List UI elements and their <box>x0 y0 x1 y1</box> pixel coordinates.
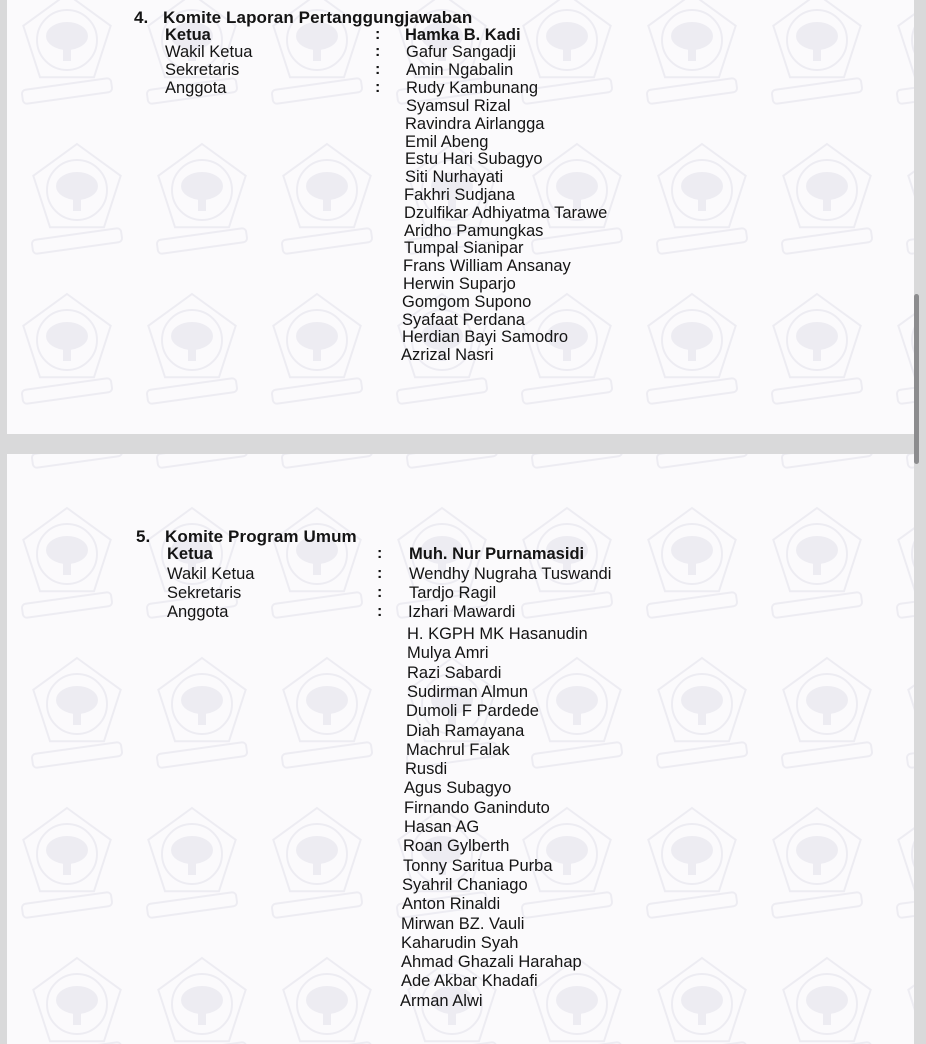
watermark-emblem <box>896 808 914 918</box>
role-label: Ketua <box>167 545 213 563</box>
watermark-emblem <box>906 658 914 768</box>
watermark-emblem <box>281 144 372 254</box>
watermark-emblem <box>281 658 372 768</box>
member-name: Firnando Ganinduto <box>404 798 550 817</box>
watermark-emblem <box>21 808 112 918</box>
watermark-emblem <box>146 808 237 918</box>
role-label: Sekretaris <box>167 584 242 602</box>
colon-separator: : <box>377 603 383 620</box>
watermark-emblem <box>656 144 747 254</box>
watermark-emblem <box>781 658 872 768</box>
watermark-emblem <box>781 144 872 254</box>
role-label: Anggota <box>165 79 227 97</box>
member-name: Gomgom Supono <box>402 292 532 311</box>
role-holder-name: Rudy Kambunang <box>406 79 539 97</box>
member-name: Anton Rinaldi <box>402 895 501 914</box>
watermark-emblem <box>531 144 622 254</box>
role-holder-name: Tardjo Ragil <box>409 584 497 602</box>
watermark-emblem <box>656 658 747 768</box>
member-name: Ade Akbar Khadafi <box>401 972 538 991</box>
watermark-emblem <box>656 958 747 1044</box>
member-name: Roan Gylberth <box>403 837 510 856</box>
watermark-emblem <box>656 454 747 468</box>
watermark-emblem <box>781 958 872 1044</box>
watermark-emblem <box>406 454 497 468</box>
watermark-emblem <box>271 294 362 404</box>
watermark-emblem <box>531 454 622 468</box>
watermark-emblem <box>21 294 112 404</box>
member-name: Dumoli F Pardede <box>406 702 539 721</box>
member-name: Syamsul Rizal <box>406 97 511 115</box>
section-title: Komite Laporan Pertanggungjawaban <box>163 8 473 27</box>
colon-separator: : <box>375 26 381 43</box>
colon-separator: : <box>377 565 383 582</box>
watermark-emblem <box>271 808 362 918</box>
watermark-emblem <box>281 454 372 468</box>
watermark-emblem <box>31 144 122 254</box>
colon-separator: : <box>377 584 383 601</box>
member-name: Syahril Chaniago <box>402 875 528 894</box>
watermark-emblem <box>281 958 372 1044</box>
member-name: Agus Subagyo <box>404 779 512 798</box>
role-holder-name: Wendhy Nugraha Tuswandi <box>409 565 612 583</box>
member-name: Aridho Pamungkas <box>404 221 544 240</box>
watermark-emblem <box>646 294 737 404</box>
watermark-emblem <box>896 294 914 404</box>
watermark-emblem <box>271 508 362 618</box>
role-holder-name: Hamka B. Kadi <box>405 26 521 44</box>
watermark-emblem <box>646 0 737 104</box>
member-name: Herdian Bayi Samodro <box>402 328 568 347</box>
watermark-emblem <box>31 658 122 768</box>
watermark-emblem <box>771 294 862 404</box>
member-name: Fakhri Sudjana <box>404 186 515 204</box>
role-label: Ketua <box>165 26 211 44</box>
watermark-emblem <box>21 508 112 618</box>
member-name: Dzulfikar Adhiyatma Tarawe <box>404 203 608 222</box>
watermark-emblem <box>906 144 914 254</box>
member-name: Mulya Amri <box>407 644 489 663</box>
member-name: Hasan AG <box>404 818 480 836</box>
role-label: Wakil Ketua <box>165 43 253 61</box>
watermark-emblem <box>531 658 622 768</box>
role-label: Anggota <box>167 603 229 621</box>
role-holder-name: Muh. Nur Purnamasidi <box>409 545 585 563</box>
member-name: Rusdi <box>405 760 448 779</box>
member-name: Frans William Ansanay <box>403 257 571 276</box>
watermark-emblem <box>646 508 737 618</box>
member-name: Herwin Suparjo <box>403 275 516 293</box>
member-name: Sudirman Almun <box>407 682 529 701</box>
watermark-emblem <box>771 0 862 104</box>
watermark-emblem <box>521 294 612 404</box>
document-page-2 <box>7 454 914 1044</box>
watermark-emblem <box>896 0 914 104</box>
member-name: Ahmad Ghazali Harahap <box>401 953 582 972</box>
role-holder-name: Amin Ngabalin <box>406 61 514 79</box>
member-name: Arman Alwi <box>400 991 483 1010</box>
member-name: Emil Abeng <box>405 132 489 151</box>
watermark-emblem <box>156 658 247 768</box>
member-name: Razi Sabardi <box>407 663 502 682</box>
watermark-emblem <box>906 958 914 1044</box>
watermark-emblem <box>156 958 247 1044</box>
watermark-emblem <box>906 454 914 468</box>
role-holder-name: Gafur Sangadji <box>406 43 517 61</box>
watermark-emblem <box>156 454 247 468</box>
watermark-emblem <box>156 144 247 254</box>
member-name: H. KGPH MK Hasanudin <box>407 625 588 643</box>
watermark-emblem <box>646 808 737 918</box>
watermark-emblem <box>896 508 914 618</box>
scrollbar-thumb[interactable] <box>914 294 919 464</box>
member-name: Estu Hari Subagyo <box>405 150 543 169</box>
member-name: Tumpal Sianipar <box>404 239 524 258</box>
member-name: Machrul Falak <box>406 740 510 759</box>
member-name: Mirwan BZ. Vauli <box>401 914 525 933</box>
section-title: Komite Program Umum <box>165 527 357 546</box>
role-label: Wakil Ketua <box>167 565 255 583</box>
member-name: Kaharudin Syah <box>401 933 519 952</box>
member-name: Ravindra Airlangga <box>405 114 545 133</box>
watermark-emblem <box>31 454 122 468</box>
colon-separator: : <box>377 545 383 562</box>
watermark-emblem <box>771 808 862 918</box>
section-number: 4. <box>134 8 149 27</box>
watermark-emblem <box>21 0 112 104</box>
colon-separator: : <box>375 61 381 78</box>
document-page-1 <box>7 0 914 434</box>
member-name: Siti Nurhayati <box>405 168 504 187</box>
watermark-emblem <box>146 294 237 404</box>
member-name: Diah Ramayana <box>406 721 525 740</box>
watermark-emblem <box>781 454 872 468</box>
member-name: Azrizal Nasri <box>401 346 494 365</box>
member-name: Tonny Saritua Purba <box>403 856 553 875</box>
colon-separator: : <box>375 79 381 96</box>
watermark-emblem <box>31 958 122 1044</box>
watermark-emblem <box>771 508 862 618</box>
role-holder-name: Izhari Mawardi <box>408 603 516 621</box>
member-name: Syafaat Perdana <box>402 310 525 329</box>
role-label: Sekretaris <box>165 61 240 79</box>
section-number: 5. <box>136 527 151 546</box>
colon-separator: : <box>375 43 381 60</box>
